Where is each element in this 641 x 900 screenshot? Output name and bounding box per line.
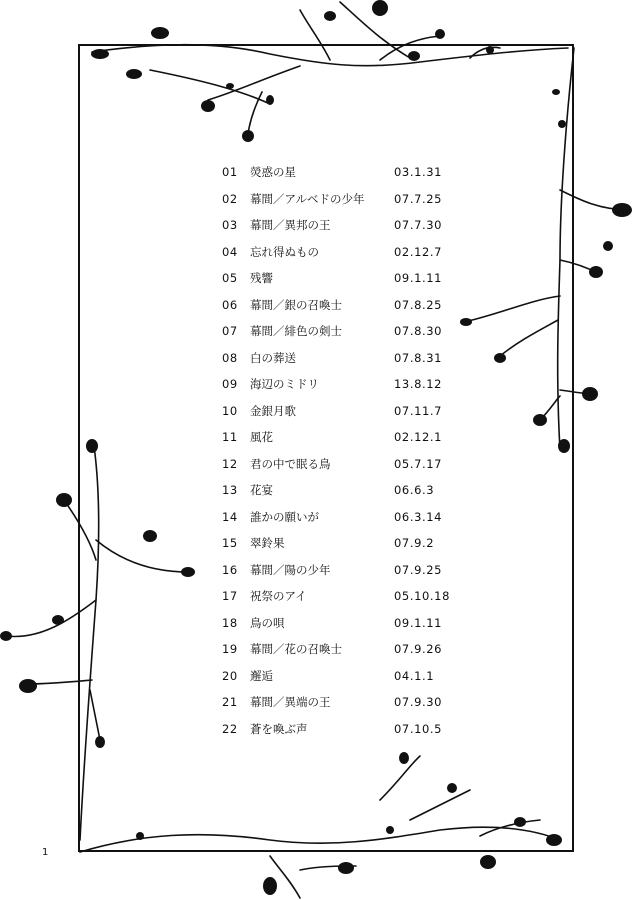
toc-entry-date: 07.9.30 xyxy=(394,695,443,709)
top-vine-ornament xyxy=(91,0,568,142)
toc-entry-title: 幕間／銀の召喚士 xyxy=(250,297,342,312)
toc-entry xyxy=(222,560,482,587)
toc-entry xyxy=(222,454,482,481)
toc-entry-number: 06 xyxy=(222,297,238,312)
toc-entry-title: 幕間／異端の王 xyxy=(250,695,331,709)
toc-entry-date: 07.10.5 xyxy=(394,721,443,736)
toc-entry-date: 07.9.26 xyxy=(394,642,443,656)
toc-entry-number: 10 xyxy=(222,403,238,418)
toc-entry-title: 海辺のミドリ xyxy=(250,377,319,391)
toc-entry-number: 14 xyxy=(222,509,238,524)
toc-entry-number: 13 xyxy=(222,483,238,497)
toc-entry-date: 02.12.7 xyxy=(394,244,443,259)
toc-entry xyxy=(222,533,482,560)
toc-entry xyxy=(222,374,482,401)
toc-entry-number: 19 xyxy=(222,642,238,656)
toc-entry-title: 幕間／緋色の剣士 xyxy=(250,324,342,338)
toc-entry-number: 09 xyxy=(222,377,238,391)
toc-entry xyxy=(222,480,482,507)
toc-entry xyxy=(222,401,482,428)
toc-entry-number: 11 xyxy=(222,430,238,444)
toc-entry-title: 幕間／異邦の王 xyxy=(250,218,331,232)
toc-entry-title: 翠鈴果 xyxy=(250,536,285,550)
toc-entry-number: 22 xyxy=(222,721,238,736)
toc-entry-number: 18 xyxy=(222,615,238,630)
toc-entry xyxy=(222,613,482,640)
toc-entry-title: 幕間／花の召喚士 xyxy=(250,642,342,656)
page-number: 1 xyxy=(42,847,49,858)
toc-entry-date: 05.7.17 xyxy=(394,456,443,471)
toc-entry-date: 07.7.25 xyxy=(394,191,443,206)
toc-entry xyxy=(222,719,482,746)
toc-entry-title: 熒惑の星 xyxy=(250,165,296,179)
toc-entry-date: 03.1.31 xyxy=(394,165,443,179)
toc-entry-date: 07.7.30 xyxy=(394,218,443,232)
table-of-contents xyxy=(222,162,482,745)
toc-entry xyxy=(222,507,482,534)
toc-entry xyxy=(222,427,482,454)
toc-entry xyxy=(222,666,482,693)
toc-entry-date: 02.12.1 xyxy=(394,430,443,444)
toc-entry-number: 08 xyxy=(222,350,238,365)
toc-entry-date: 07.8.25 xyxy=(394,297,443,312)
toc-entry-date: 07.9.25 xyxy=(394,562,443,577)
toc-entry-date: 06.3.14 xyxy=(394,509,443,524)
toc-entry-title: 邂逅 xyxy=(250,668,273,683)
toc-entry-date: 04.1.1 xyxy=(394,668,435,683)
toc-entry-title: 残響 xyxy=(250,271,273,285)
toc-entry-title: 忘れ得ぬもの xyxy=(250,244,319,259)
toc-entry-date: 07.8.31 xyxy=(394,350,443,365)
toc-entry-title: 蒼を喚ぶ声 xyxy=(250,721,308,736)
toc-entry-number: 02 xyxy=(222,191,238,206)
toc-entry-title: 祝祭のアイ xyxy=(250,589,307,603)
toc-entry xyxy=(222,242,482,269)
toc-entry-date: 09.1.11 xyxy=(394,271,443,285)
toc-entry-title: 誰かの願いが xyxy=(250,509,319,524)
toc-entry xyxy=(222,215,482,242)
toc-entry-number: 16 xyxy=(222,562,238,577)
toc-entry-number: 15 xyxy=(222,536,238,550)
toc-entry-title: 幕間／陽の少年 xyxy=(250,562,331,577)
right-vine-ornament xyxy=(460,48,632,453)
toc-entry-date: 07.9.2 xyxy=(394,536,435,550)
toc-entry-date: 07.8.30 xyxy=(394,324,443,338)
toc-entry-title: 花宴 xyxy=(250,483,273,497)
toc-entry-number: 07 xyxy=(222,324,238,338)
toc-entry-date: 09.1.11 xyxy=(394,615,443,630)
toc-entry-title: 君の中で眠る鳥 xyxy=(250,456,331,471)
toc-entry-title: 鳥の唄 xyxy=(250,615,285,630)
toc-entry xyxy=(222,295,482,322)
toc-entry xyxy=(222,586,482,613)
toc-entry-number: 04 xyxy=(222,244,238,259)
bottom-vine-ornament xyxy=(80,752,562,898)
toc-entry-number: 21 xyxy=(222,695,238,709)
toc-entry-number: 01 xyxy=(222,165,238,179)
toc-entry-number: 17 xyxy=(222,589,238,603)
toc-entry xyxy=(222,321,482,348)
toc-entry xyxy=(222,639,482,666)
toc-entry-date: 05.10.18 xyxy=(394,589,451,603)
toc-entry-title: 白の葬送 xyxy=(250,350,296,365)
toc-entry-number: 05 xyxy=(222,271,238,285)
toc-entry-date: 06.6.3 xyxy=(394,483,435,497)
left-vine-ornament xyxy=(0,439,195,840)
toc-entry-title: 風花 xyxy=(250,430,273,444)
toc-entry-number: 12 xyxy=(222,456,238,471)
toc-entry xyxy=(222,268,482,295)
toc-entry-number: 03 xyxy=(222,218,238,232)
toc-entry xyxy=(222,692,482,719)
toc-entry xyxy=(222,348,482,375)
toc-entry-title: 金銀月歌 xyxy=(250,403,296,418)
toc-entry-date: 13.8.12 xyxy=(394,377,443,391)
toc-entry-title: 幕間／アルベドの少年 xyxy=(250,191,365,206)
toc-entry xyxy=(222,189,482,216)
toc-entry-number: 20 xyxy=(222,668,238,683)
toc-entry-date: 07.11.7 xyxy=(394,403,443,418)
toc-entry xyxy=(222,162,482,189)
